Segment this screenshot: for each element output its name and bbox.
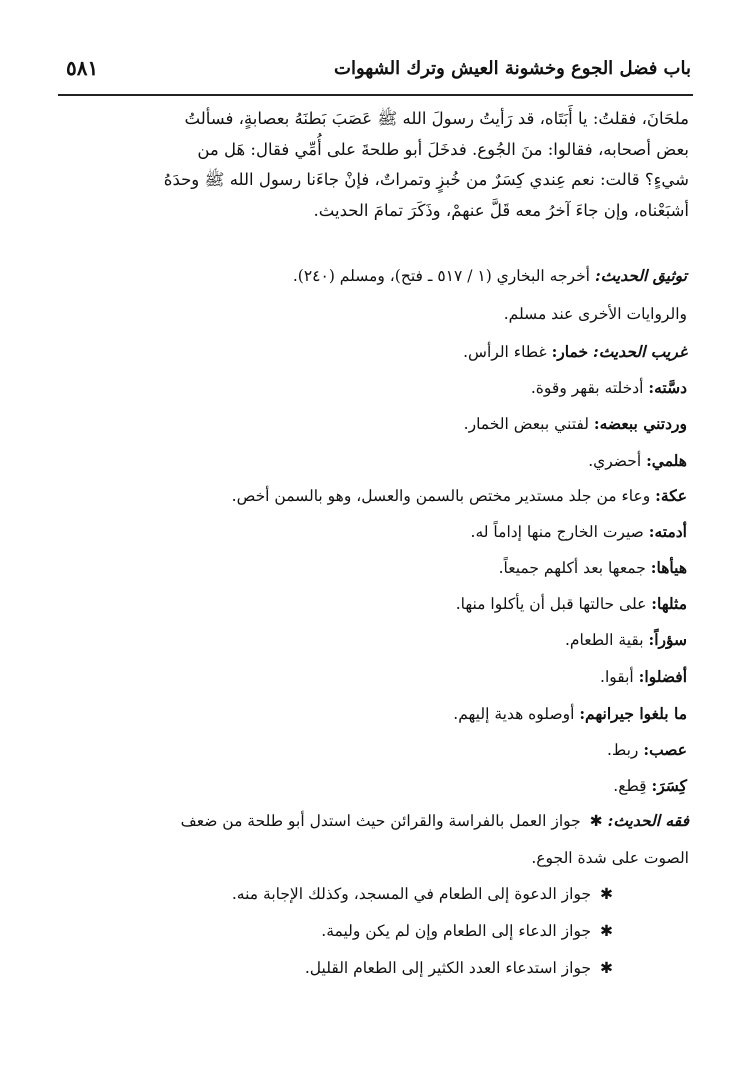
gharib-entry (60, 342, 687, 361)
other-narrations: والروايات الأخرى عند مسلم. (503, 305, 687, 323)
bullet-text: جواز الدعوة إلى الطعام في المسجد، وكذلك الإجابة منه. (231, 885, 592, 903)
gharib-label: غريب الحديث: (592, 342, 687, 361)
gloss-def: بقية الطعام. (565, 631, 644, 649)
hadith-line: ملحَانَ، فقلتُ: يا أَبَتَاه، قد رَأيتُ رسولَ الله ﷺ عَصَبَ بَطنَهُ بعصابةٍ، فسألتُ (184, 109, 689, 128)
tawthiq-text: أخرجه البخاري (١ / ٥١٧ ـ فتح)، ومسلم (٢٤٠). (292, 267, 590, 285)
gloss-term: عكة: (655, 486, 687, 505)
page-header (62, 56, 691, 92)
gloss-entry (60, 558, 687, 577)
gloss-def: ربط. (606, 741, 639, 759)
gloss-term: عصب: (643, 740, 687, 759)
gloss-entry (60, 486, 687, 505)
hadith-line: أشبَعْناه، وإن جاءَ آخرُ معه قَلَّ عنهمْ، وذَكَرَ تمامَ الحديث. (313, 200, 689, 220)
gloss-term: كِسَرَ: (651, 776, 687, 795)
gloss-entry (60, 740, 687, 759)
hadith-text (60, 104, 689, 226)
gloss-term: ما بلغوا جيرانهم: (579, 704, 687, 723)
gloss-term: أدمته: (648, 522, 687, 541)
bullet-text: جواز الدعاء إلى الطعام وإن لم يكن وليمة. (321, 922, 592, 940)
fiqh-entry (60, 811, 689, 830)
gloss-entry (60, 522, 687, 541)
gloss-def: وعاء من جلد مستدير مختص بالسمن والعسل، وهو بالسمن أخص. (231, 487, 651, 505)
fiqh-text: جواز العمل بالفراسة والقرائن حيث استدل أبو طلحة من ضعف (180, 812, 581, 830)
gloss-def: غطاء الرأس. (463, 343, 547, 361)
gloss-def: على حالتها قبل أن يأكلوا منها. (455, 595, 647, 613)
hadith-line: شيءٍ؟ قالت: نعم عِندي كِسَرٌ من خُبزٍ وتمراتٌ، فإنْ جاءَنا رسول الله ﷺ وحدَهُ (163, 170, 689, 189)
bullet-text: جواز استدعاء العدد الكثير إلى الطعام القليل. (304, 959, 592, 977)
gloss-term: سؤراً: (648, 630, 687, 649)
gloss-term: وردتني ببعضه: (593, 414, 687, 433)
gloss-entry (60, 451, 687, 470)
header-divider (58, 94, 693, 96)
gloss-def: أدخلته بقهر وقوة. (530, 379, 644, 397)
bullet-icon: ✱ (600, 885, 613, 903)
gloss-term: دسَّته: (648, 378, 687, 397)
running-title: باب فضل الجوع وخشونة العيش وترك الشهوات (334, 58, 691, 79)
page-number: ٥٨١ (66, 56, 99, 80)
fiqh-bullet (232, 885, 613, 903)
gloss-def: أوصلوه هدية إليهم. (453, 705, 575, 723)
fiqh-bullet (305, 959, 613, 977)
bullet-icon: ✱ (600, 959, 613, 977)
gloss-term: أفضلوا: (638, 667, 687, 686)
gloss-entry (60, 667, 687, 686)
gloss-entry (60, 414, 687, 433)
tawthiq-entry (60, 266, 687, 285)
fiqh-continuation: الصوت على شدة الجوع. (531, 849, 689, 867)
gloss-def: جمعها بعد أكلهم جميعاً. (498, 559, 646, 577)
gloss-term: هلمي: (646, 451, 687, 470)
bullet-icon: ✱ (589, 812, 603, 830)
tawthiq-label: توثيق الحديث: (594, 266, 687, 285)
gloss-term: هيأها: (650, 558, 687, 577)
gloss-def: أحضري. (588, 452, 642, 470)
gloss-term: مثلها: (651, 594, 687, 613)
bullet-icon: ✱ (600, 922, 613, 940)
fiqh-bullet (321, 922, 613, 940)
hadith-line: بعض أصحابه، فقالوا: منَ الجُوع. فدخَلَ أبو طلحةَ على أُمِّي فقال: هَل من (197, 139, 689, 159)
gloss-entry (60, 704, 687, 723)
gloss-def: أبقوا. (600, 668, 634, 686)
gloss-entry (60, 594, 687, 613)
fiqh-label: فقه الحديث: (607, 811, 689, 830)
gloss-def: لفتني ببعض الخمار. (463, 415, 589, 433)
gloss-entry (60, 776, 687, 795)
gloss-entry (60, 630, 687, 649)
gloss-entry (60, 378, 687, 397)
gloss-def: صيرت الخارج منها إداماً له. (470, 523, 644, 541)
gloss-def: قِطع. (613, 777, 647, 795)
gloss-term: خمار: (551, 342, 589, 361)
